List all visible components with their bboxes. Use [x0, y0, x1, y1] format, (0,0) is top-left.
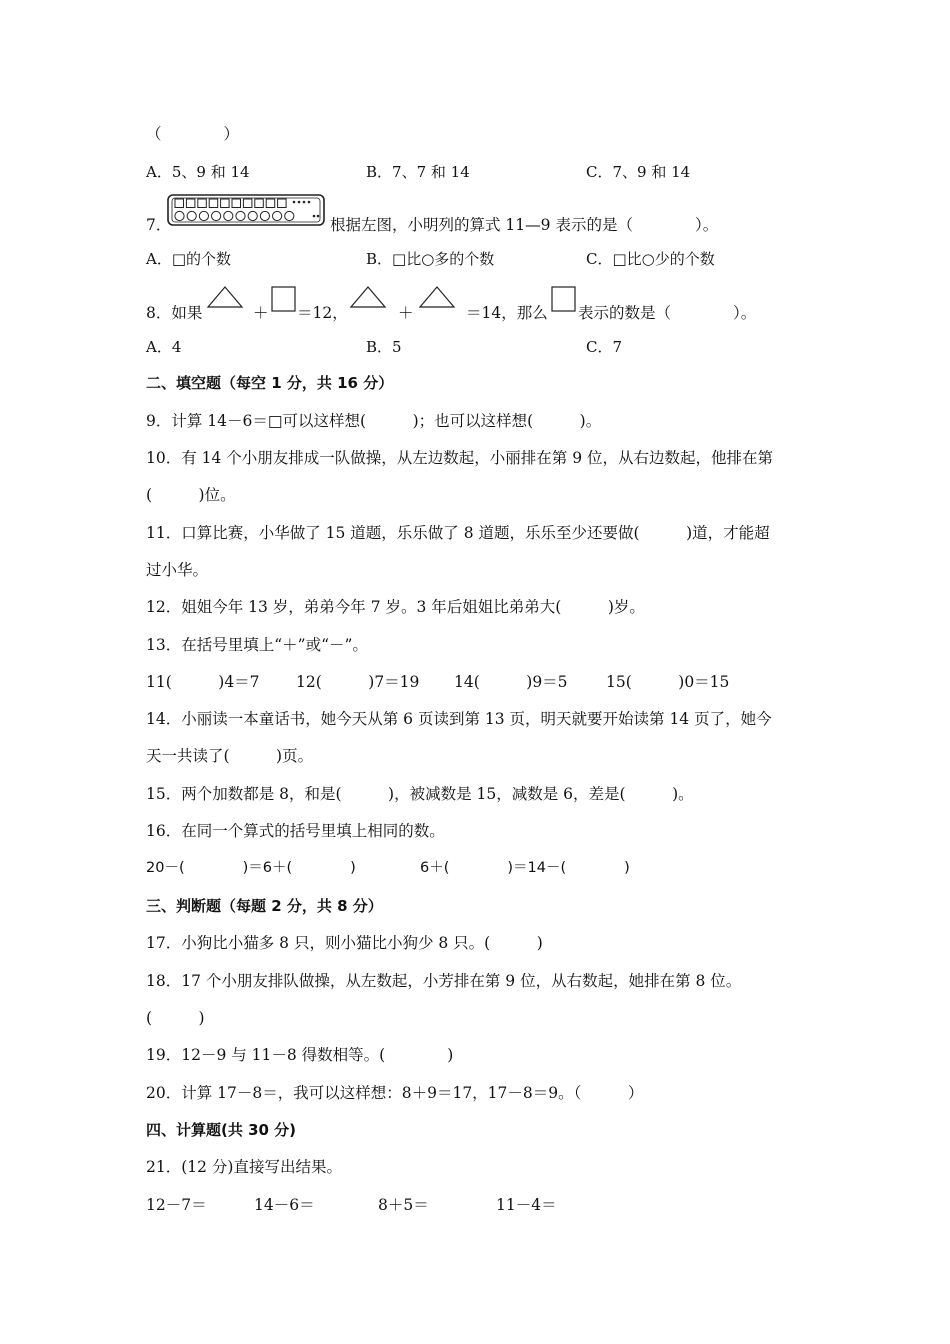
q6-option-a: A．5、9 和 14	[146, 163, 250, 181]
q21-item-1: 12－7＝	[146, 1196, 207, 1214]
q13-item-3: 14( )9＝5	[454, 673, 568, 691]
q18-line-1: 18．17 个小朋友排队做操，从左数起，小芳排在第 9 位，从右数起，她排在第 8 位。	[146, 972, 742, 990]
q8-option-c: C．7	[586, 338, 623, 356]
q13-item-4: 15( )0＝15	[606, 673, 730, 691]
figure-square	[209, 199, 218, 208]
figure-circle	[212, 211, 221, 220]
figure-square	[221, 199, 230, 208]
q7-option-b: B．□比○多的个数	[366, 250, 495, 268]
q9: 9．计算 14－6＝□可以这样想( )；也可以这样想( )。	[146, 412, 602, 430]
q15: 15．两个加数都是 8，和是( )，被减数是 15，减数是 6，差是( )。	[146, 785, 694, 803]
bead-counter-figure	[166, 192, 328, 228]
section-2-heading: 二、填空题（每空 1 分，共 16 分）	[146, 374, 394, 392]
figure-circle	[285, 211, 294, 220]
q16-item-1: 20－( )＝6＋( )	[146, 860, 356, 876]
q10-line-2: ( )位。	[146, 486, 236, 504]
figure-circle	[175, 211, 184, 220]
section-3-heading: 三、判断题（每题 2 分，共 8 分）	[146, 897, 383, 915]
q13-item-2: 12( )7＝19	[296, 673, 420, 691]
q21-item-3: 8＋5＝	[378, 1196, 429, 1214]
q20: 20．计算 17－8＝，我可以这样想：8＋9＝17，17－8＝9。（ ）	[146, 1084, 644, 1102]
q14-line-1: 14．小丽读一本童话书，她今天从第 6 页读到第 13 页，明天就要开始读第 14 页了，她今	[146, 710, 772, 728]
figure-square	[186, 199, 195, 208]
q12: 12．姐姐今年 13 岁，弟弟今年 7 岁。3 年后姐姐比弟弟大( )岁。	[146, 598, 645, 616]
figure-circle	[273, 211, 282, 220]
square-shape-1	[270, 285, 298, 315]
q6-answer-blank: （ ）	[146, 125, 240, 143]
figure-circle	[199, 211, 208, 220]
q8-tail: 表示的数是（ ）。	[578, 304, 757, 322]
figure-square	[175, 199, 184, 208]
q8-option-a: A．4	[146, 338, 182, 356]
q13-item-1: 11( )4＝7	[146, 673, 260, 691]
square-shape-2	[550, 285, 578, 315]
q18-line-2: ( )	[146, 1009, 205, 1027]
figure-square	[266, 199, 275, 208]
q21-item-4: 11－4＝	[496, 1196, 557, 1214]
q7-option-a: A．□的个数	[146, 250, 232, 268]
q19: 19．12－9 与 11－8 得数相等。( )	[146, 1046, 454, 1064]
triangle-shape-3	[418, 285, 456, 309]
q8-prefix: 8．如果	[146, 304, 203, 322]
figure-circle	[187, 211, 196, 220]
q21-text: 21．(12 分)直接写出结果。	[146, 1158, 342, 1176]
figure-square	[232, 199, 241, 208]
q8-option-b: B．5	[366, 338, 402, 356]
figure-circle	[248, 211, 257, 220]
figure-circle	[236, 211, 245, 220]
figure-square	[278, 199, 287, 208]
q8-plus-2: ＋	[398, 304, 414, 322]
q11-line-2: 过小华。	[146, 561, 209, 579]
q8-plus-1: ＋	[253, 304, 269, 322]
q11-line-1: 11．口算比赛，小华做了 15 道题，乐乐做了 8 道题，乐乐至少还要做( )道，才能超	[146, 524, 770, 542]
triangle-shape-2	[349, 285, 387, 309]
figure-square	[255, 199, 263, 208]
q21-item-2: 14－6＝	[254, 1196, 315, 1214]
q13-text: 13．在括号里填上“＋”或“－”。	[146, 636, 368, 654]
q17: 17．小狗比小猫多 8 只，则小猫比小狗少 8 只。( )	[146, 934, 543, 952]
figure-square	[198, 199, 207, 208]
triangle-shape-1	[206, 285, 244, 309]
q7-number: 7．	[146, 216, 172, 234]
figure-circle	[224, 211, 233, 220]
q14-line-2: 天一共读了( )页。	[146, 747, 314, 765]
section-4-heading: 四、计算题(共 30 分)	[146, 1121, 297, 1139]
q16-text: 16．在同一个算式的括号里填上相同的数。	[146, 822, 445, 840]
q6-option-b: B．7、7 和 14	[366, 163, 470, 181]
q6-option-c: C．7、9 和 14	[586, 163, 691, 181]
figure-circle	[260, 211, 269, 220]
figure-square	[243, 199, 252, 208]
q8-equals-12: ＝12，	[297, 304, 348, 322]
q7-option-c: C．□比○少的个数	[586, 250, 715, 268]
q7-text: 根据左图，小明列的算式 11—9 表示的是（ ）。	[330, 216, 719, 234]
q8-equals-14: ＝14，那么	[466, 304, 548, 322]
q10-line-1: 10．有 14 个小朋友排成一队做操，从左边数起，小丽排在第 9 位，从右边数起，他排在第	[146, 449, 774, 467]
q16-item-2: 6＋( )＝14－( )	[420, 860, 630, 876]
